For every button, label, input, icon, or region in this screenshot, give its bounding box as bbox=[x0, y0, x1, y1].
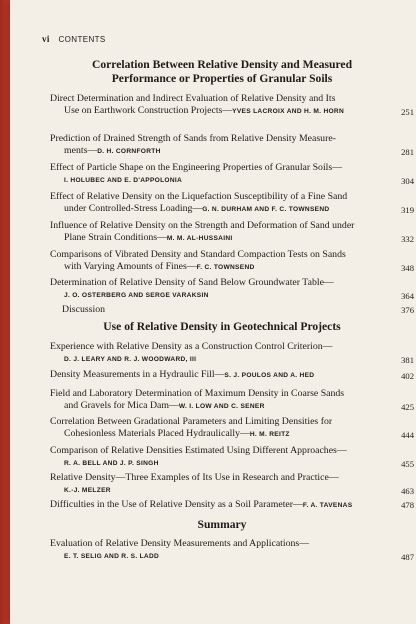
entry-author: S. J. POULOS AND A. HED bbox=[224, 372, 315, 379]
running-head-title: CONTENTS bbox=[58, 35, 106, 44]
entry-page-number: 364 bbox=[401, 291, 414, 302]
entry-author: D. H. CORNFORTH bbox=[97, 148, 161, 156]
entry-author: D. J. LEARY AND R. J. WOODWARD, III bbox=[64, 356, 197, 364]
toc-entry: Experience with Relative Density as a Construction Control Criterion— D. J. LEARY AND R. J. WOODWARD, III 381 bbox=[50, 341, 414, 366]
toc-entry: Effect of Relative Density on the Liquefaction Susceptibility of a Fine Sand under Controlled-Stress Loading—G. N. DURHAM AND F. C. TOWNSEND 319 bbox=[50, 191, 414, 216]
running-head bbox=[42, 34, 106, 44]
page-folio: vi bbox=[42, 34, 50, 44]
entry-author: G. N. DURHAM AND F. C. TOWNSEND bbox=[202, 206, 330, 214]
page-content bbox=[32, 0, 416, 624]
section-title-summary: Summary bbox=[197, 518, 247, 531]
discussion-page-number: 376 bbox=[401, 305, 414, 315]
entry-page-number: 463 bbox=[401, 486, 414, 497]
section-title-correlation: Correlation Between Relative Density and Measured Performance or Properties of Granular Soils bbox=[91, 58, 353, 85]
book-binding-edge bbox=[0, 0, 10, 624]
entry-page-number: 304 bbox=[401, 176, 414, 187]
entry-page-number: 381 bbox=[401, 355, 414, 366]
entry-page-number: 332 bbox=[401, 234, 414, 245]
toc-entry: Comparisons of Vibrated Density and Standard Compaction Tests on Sands with Varying Amounts of Fines—F. C. TOWNSEND 348 bbox=[50, 249, 414, 274]
entry-author: E. T. SELIG AND R. S. LADD bbox=[64, 553, 160, 561]
entry-page-number: 319 bbox=[401, 205, 414, 216]
entry-page-number: 444 bbox=[401, 430, 414, 441]
entry-page-number: 478 bbox=[401, 500, 414, 510]
entry-page-number: 348 bbox=[401, 263, 414, 274]
entry-author: F. C. TOWNSEND bbox=[196, 264, 255, 272]
toc-entry: Direct Determination and Indirect Evaluation of Relative Density and Its Use on Earthwork Construction Projects—YVES LACROIX AND H. M. HORN 251 bbox=[50, 93, 414, 118]
entry-author: H. M. REITZ bbox=[249, 431, 290, 439]
toc-entry: Field and Laboratory Determination of Maximum Density in Coarse Sands and Gravels for Mica Dam—W. I. LOW AND C. SENER 425 bbox=[50, 388, 414, 413]
toc-entry: Effect of Particle Shape on the Engineering Properties of Granular Soils— I. HOLUBEC AND E. D'APPOLONIA 304 bbox=[50, 162, 414, 187]
entry-author: K.-J. MELZER bbox=[64, 487, 111, 495]
entry-page-number: 425 bbox=[401, 402, 414, 413]
entry-author: J. O. OSTERBERG AND SERGE VARAKSIN bbox=[64, 292, 209, 300]
toc-entry: Density Measurements in a Hydraulic Fill—S. J. POULOS AND A. HED 402 bbox=[50, 369, 414, 381]
entry-author: YVES LACROIX AND H. M. HORN bbox=[232, 108, 345, 116]
entry-author: I. HOLUBEC AND E. D'APPOLONIA bbox=[64, 177, 183, 185]
entry-page-number: 251 bbox=[401, 107, 414, 118]
section-title-use: Use of Relative Density in Geotechnical Projects bbox=[103, 320, 341, 333]
toc-entry: Correlation Between Gradational Parameters and Limiting Densities for Cohesionless Materials Placed Hydraulically—H. M. REITZ 444 bbox=[50, 416, 414, 441]
contents-page bbox=[10, 0, 416, 624]
discussion-label: Discussion bbox=[62, 304, 106, 315]
toc-entry: Comparison of Relative Densities Estimated Using Different Approaches— R. A. BELL AND J. P. SINGH 455 bbox=[50, 445, 414, 470]
entry-author: F. A. TAVENAS bbox=[302, 502, 353, 509]
toc-entry: Relative Density—Three Examples of Its Use in Research and Practice— K.-J. MELZER 463 bbox=[50, 472, 414, 497]
entry-page-number: 487 bbox=[401, 552, 414, 563]
toc-entry: Prediction of Drained Strength of Sands from Relative Density Measure- ments—D. H. CORNFORTH 281 bbox=[50, 133, 414, 158]
entry-author: M. M. AL-HUSSAINI bbox=[166, 235, 233, 243]
entry-page-number: 281 bbox=[401, 147, 414, 158]
toc-entry: Influence of Relative Density on the Strength and Deformation of Sand under Plane Strain Conditions—M. M. AL-HUSSAINI 332 bbox=[50, 220, 414, 245]
toc-entry: Determination of Relative Density of Sand Below Groundwater Table— J. O. OSTERBERG AND SERGE VARAKSIN 364 bbox=[50, 277, 414, 302]
entry-page-number: 402 bbox=[401, 371, 414, 381]
entry-author: W. I. LOW AND C. SENER bbox=[178, 403, 265, 411]
toc-entry: Evaluation of Relative Density Measurements and Applications— E. T. SELIG AND R. S. LADD 487 bbox=[50, 538, 414, 563]
discussion-entry bbox=[50, 304, 414, 316]
entry-author: R. A. BELL AND J. P. SINGH bbox=[64, 460, 159, 468]
toc-entry: Difficulties in the Use of Relative Density as a Soil Parameter—F. A. TAVENAS 478 bbox=[50, 499, 414, 510]
entry-page-number: 455 bbox=[401, 459, 414, 470]
